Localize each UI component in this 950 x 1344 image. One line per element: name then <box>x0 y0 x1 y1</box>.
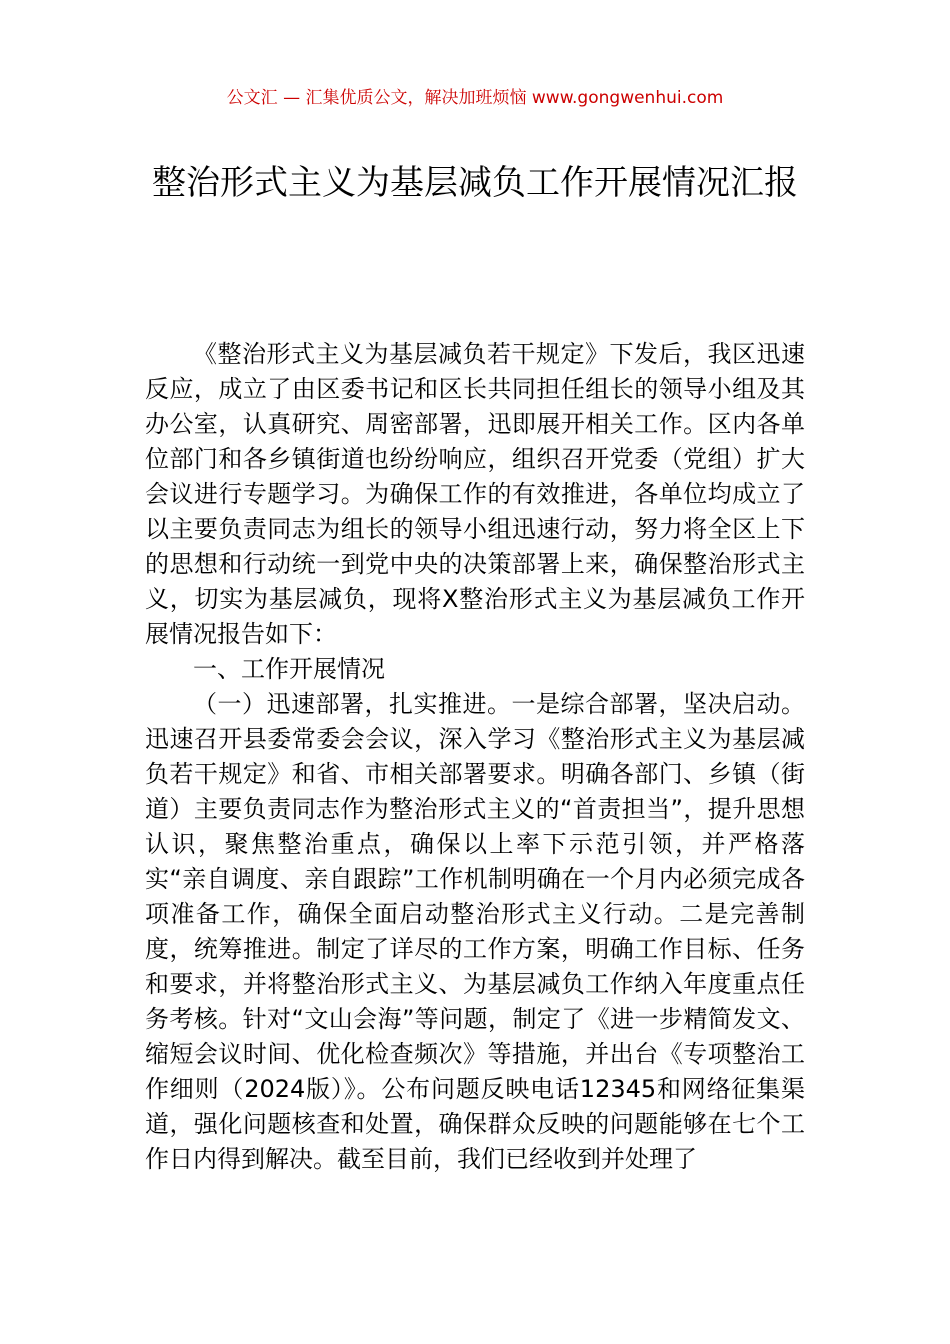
header-text: 公文汇 — 汇集优质公文，解决加班烦恼 www.gongwenhui.com <box>226 88 724 108</box>
site-header <box>0 86 950 110</box>
paragraph-section-1: （一）迅速部署，扎实推进。一是综合部署，坚决启动。迅速召开县委常委会会议，深入学习《整治形式主义为基层减负若干规定》和省、市相关部署要求。明确各部门、乡镇（街道）主要负责同志作为整治形式主义的“首责担当”，提升思想认识，聚焦整治重点，确保以上率下示范引领，并严格落实“亲自调度、亲自跟踪”工作机制明确在一个月内必须完成各项准备工作，确保全面启动整治形式主义行动。二是完善制度，统筹推进。制定了详尽的工作方案，明确工作目标、任务和要求，并将整治形式主义、为基层减负工作纳入年度重点任务考核。针对“文山会海”等问题，制定了《进一步精简发文、缩短会议时间、优化检查频次》等措施，并出台《专项整治工作细则（2024版）》。公布问题反映电话12345和网络征集渠道，强化问题核查和处置，确保群众反映的问题能够在七个工作日内得到解决。截至目前，我们已经收到并处理了 <box>145 690 805 1173</box>
document-title: 整治形式主义为基层减负工作开展情况汇报 <box>152 163 798 203</box>
document-body <box>145 337 805 1177</box>
paragraph-intro: 《整治形式主义为基层减负若干规定》下发后，我区迅速反应，成立了由区委书记和区长共同担任组长的领导小组及其办公室，认真研究、周密部署，迅即展开相关工作。区内各单位部门和各乡镇街道也纷纷响应，组织召开党委（党组）扩大会议进行专题学习。为确保工作的有效推进，各单位均成立了以主要负责同志为组长的领导小组迅速行动，努力将全区上下的思想和行动统一到党中央的决策部署上来，确保整治形式主义，切实为基层减负，现将X整治形式主义为基层减负工作开展情况报告如下： <box>145 340 805 648</box>
section-heading: 一、工作开展情况 <box>193 655 385 683</box>
